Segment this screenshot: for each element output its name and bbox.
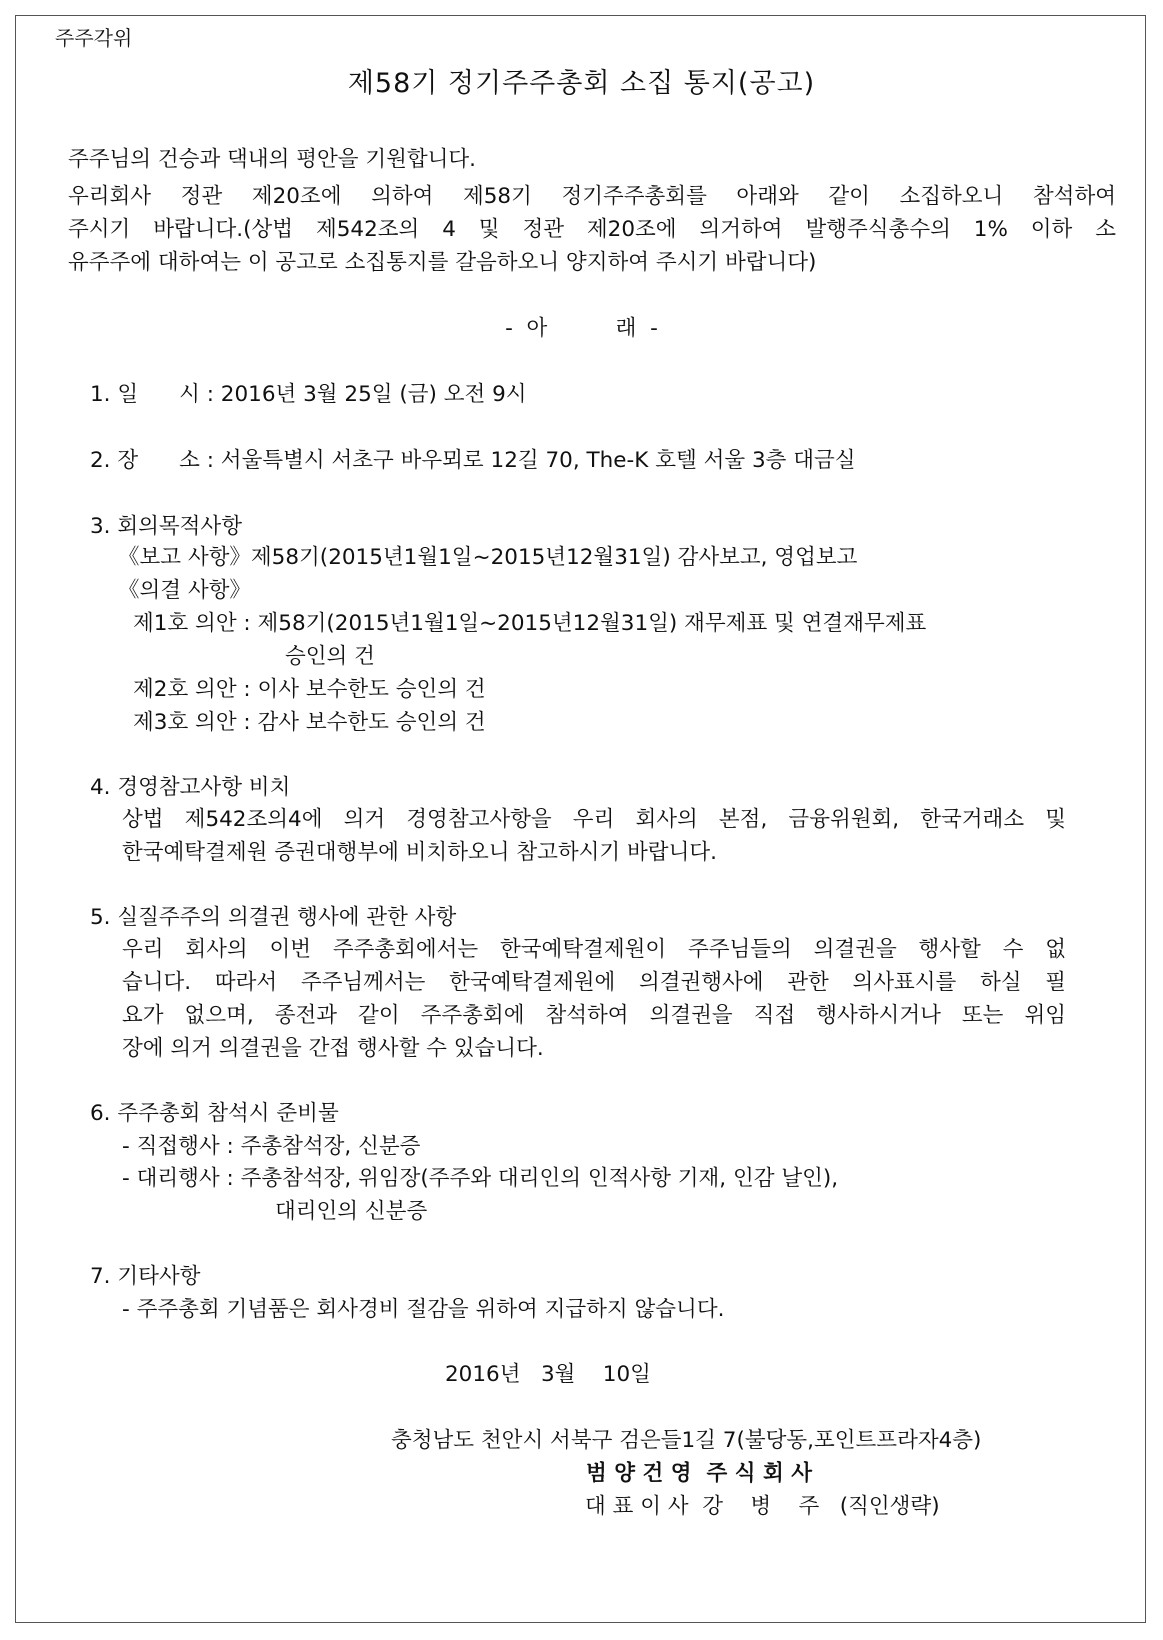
intro-line-3: 유주주에 대하여는 이 공고로 소집통지를 갈음하오니 양지하여 주시기 바랍니다) <box>68 250 817 275</box>
notice-date: 2016년 3월 10일 <box>445 1362 651 1387</box>
etc-line: - 주주총회 기념품은 회사경비 절감을 위하여 지급하지 않습니다. <box>122 1297 725 1322</box>
intro-line-1: 우리회사 정관 제20조에 의하여 제58기 정기주주총회를 아래와 같이 소집하오니 참석하여 <box>68 184 1116 209</box>
document-title: 제58기 정기주주총회 소집 통지(공고) <box>347 68 816 99</box>
meeting-place: 2. 장 소 : 서울특별시 서초구 바우뫼로 12길 70, The-K 호텔 서울 3층 대금실 <box>90 448 856 473</box>
prep-direct: - 직접행사 : 주총참석장, 신분증 <box>122 1134 421 1159</box>
agenda-3: 제3호 의안 : 감사 보수한도 승인의 건 <box>133 710 486 735</box>
resolution-heading: 《의결 사항》 <box>118 578 251 603</box>
etc-heading: 7. 기타사항 <box>90 1264 201 1289</box>
agenda-1-cont: 승인의 건 <box>285 644 375 669</box>
vote-line-1: 우리 회사의 이번 주주총회에서는 한국예탁결제원이 주주님들의 의결권을 행사할 수 없 <box>122 937 1066 962</box>
agenda-1: 제1호 의안 : 제58기(2015년1월1일~2015년12월31일) 재무제표 및 연결재무제표 <box>133 611 927 636</box>
meeting-date: 1. 일 시 : 2016년 3월 25일 (금) 오전 9시 <box>90 382 527 407</box>
vote-heading: 5. 실질주주의 의결권 행사에 관한 사항 <box>90 905 457 930</box>
greeting: 주주님의 건승과 댁내의 평안을 기원합니다. <box>68 147 477 172</box>
agenda-2: 제2호 의안 : 이사 보수한도 승인의 건 <box>133 677 486 702</box>
prep-proxy: - 대리행사 : 주총참석장, 위임장(주주와 대리인의 인적사항 기재, 인감 날인), <box>122 1166 839 1191</box>
prep-proxy-cont: 대리인의 신분증 <box>275 1199 428 1224</box>
intro-line-2: 주시기 바랍니다.(상법 제542조의 4 및 정관 제20조에 의거하여 발행주식총수의 1% 이하 소 <box>68 217 1116 242</box>
salutation: 주주각위 <box>55 26 133 50</box>
divider-heading: - 아 래 - <box>505 316 658 341</box>
company-address: 충청남도 천안시 서북구 검은들1길 7(불당동,포인트프라자4층) <box>391 1428 982 1453</box>
mgmt-line-1: 상법 제542조의4에 의거 경영참고사항을 우리 회사의 본점, 금융위원회, 한국거래소 및 <box>122 807 1066 832</box>
mgmt-heading: 4. 경영참고사항 비치 <box>90 775 291 800</box>
representative: 대 표 이 사 강 병 주 (직인생략) <box>585 1494 940 1519</box>
agenda-heading: 3. 회의목적사항 <box>90 514 242 539</box>
report-items: 《보고 사항》제58기(2015년1월1일~2015년12월31일) 감사보고, 영업보고 <box>118 545 858 570</box>
vote-line-2: 습니다. 따라서 주주님께서는 한국예탁결제원에 의결권행사에 관한 의사표시를 하실 필 <box>122 970 1066 995</box>
mgmt-line-2: 한국예탁결제원 증권대행부에 비치하오니 참고하시기 바랍니다. <box>122 840 717 865</box>
company-name: 범 양 건 영 주 식 회 사 <box>586 1461 813 1486</box>
vote-line-3: 요가 없으며, 종전과 같이 주주총회에 참석하여 의결권을 직접 행사하시거나 또는 위임 <box>122 1003 1066 1028</box>
prep-heading: 6. 주주총회 참석시 준비물 <box>90 1101 339 1126</box>
vote-line-4: 장에 의거 의결권을 간접 행사할 수 있습니다. <box>122 1036 544 1061</box>
